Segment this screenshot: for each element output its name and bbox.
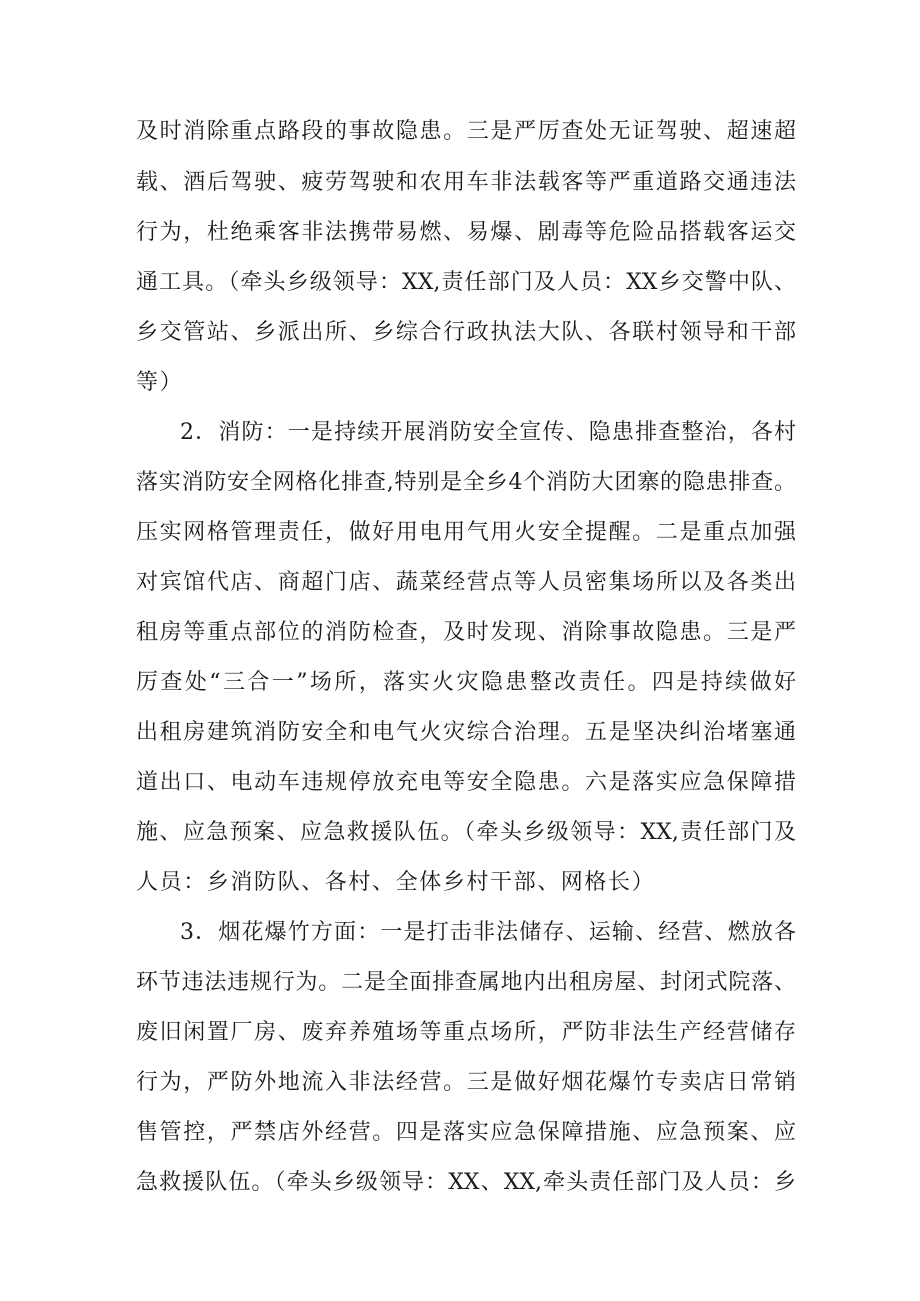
paragraph-heading-fireworks: 3．烟花爆竹方面：一是打击非法储存、运输、经营、燃放各: [180, 920, 796, 945]
text-line: 等）: [136, 370, 184, 395]
text-line: 压实网格管理责任，做好用电用气用火安全提醒。二是重点加强: [136, 520, 796, 545]
text-line: 施、应急预案、应急救援队伍。（牵头乡级领导：XX,责任部门及: [136, 820, 796, 845]
text-line: 通工具。（牵头乡级领导：XX,责任部门及人员：XX乡交警中队、: [136, 270, 796, 295]
text-line: 急救援队伍。（牵头乡级领导：XX、XX,牵头责任部门及人员：乡: [136, 1170, 796, 1195]
text-line: 乡交管站、乡派出所、乡综合行政执法大队、各联村领导和干部: [136, 320, 796, 345]
text-line: 环节违法违规行为。二是全面排查属地内出租房屋、封闭式院落、: [136, 970, 796, 995]
text-line: 出租房建筑消防安全和电气火灾综合治理。五是坚决纠治堵塞通: [136, 720, 796, 745]
text-line: 行为，杜绝乘客非法携带易燃、易爆、剧毒等危险品搭载客运交: [136, 220, 796, 245]
text-line: 废旧闲置厂房、废弃养殖场等重点场所，严防非法生产经营储存: [136, 1020, 796, 1045]
text-line: 租房等重点部位的消防检查，及时发现、消除事故隐患。三是严: [136, 620, 796, 645]
text-line: 落实消防安全网格化排查,特别是全乡4个消防大团寨的隐患排查。: [136, 470, 796, 495]
text-line: 道出口、电动车违规停放充电等安全隐患。六是落实应急保障措: [136, 770, 796, 795]
text-line: 及时消除重点路段的事故隐患。三是严厉查处无证驾驶、超速超: [136, 119, 796, 144]
text-line: 对宾馆代店、商超门店、蔬菜经营点等人员密集场所以及各类出: [136, 570, 796, 595]
text-line: 厉查处“三合一”场所，落实火灾隐患整改责任。四是持续做好: [136, 670, 796, 695]
text-line: 载、酒后驾驶、疲劳驾驶和农用车非法载客等严重道路交通违法: [136, 170, 796, 195]
paragraph-heading-fire: 2．消防：一是持续开展消防安全宣传、隐患排查整治，各村: [180, 420, 796, 445]
text-line: 行为，严防外地流入非法经营。三是做好烟花爆竹专卖店日常销: [136, 1070, 796, 1095]
text-line: 人员：乡消防队、各村、全体乡村干部、网格长）: [136, 870, 656, 895]
text-line: 售管控，严禁店外经营。四是落实应急保障措施、应急预案、应: [136, 1120, 796, 1145]
